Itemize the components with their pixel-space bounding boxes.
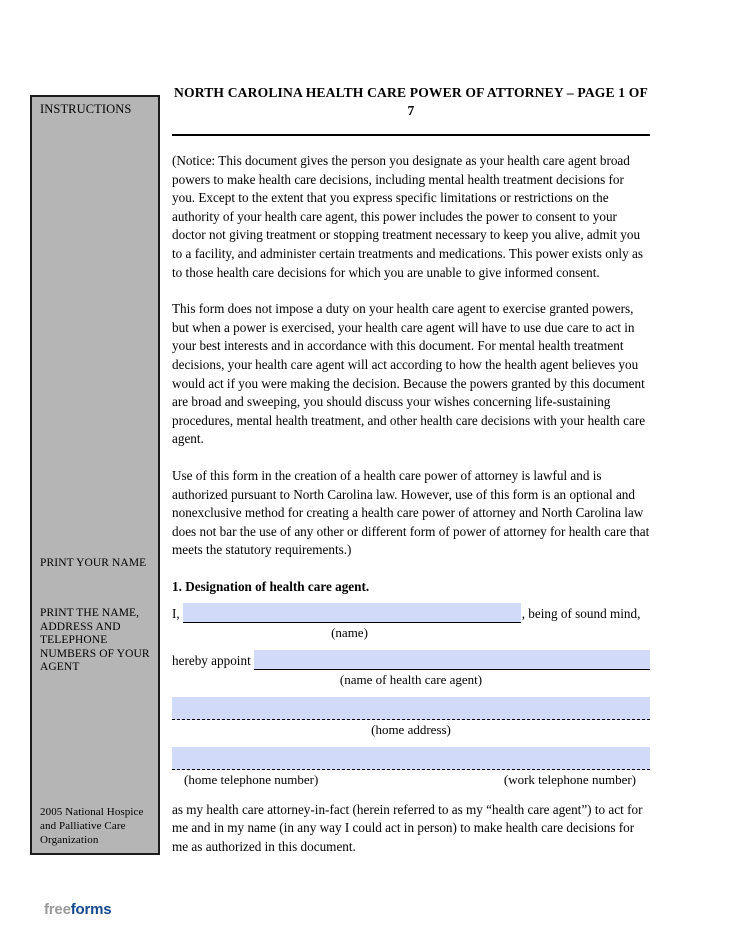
- caption-row-telephones: [172, 771, 650, 788]
- label-i: I,: [172, 605, 180, 621]
- label-being-of-sound-mind: , being of sound mind,: [521, 605, 641, 621]
- instructions-sidebar: [30, 95, 160, 855]
- paragraph-duty: This form does not impose a duty on your health care agent to exercise granted powers, but when a power is exercised, your health care agent will have to use due care to act in your best interests and in accordance with this document. For mental health treatment decisions, your health care agent will act according to how the health agent believes you would act if you were making the decision. Because the powers granted by this document are broad and sweeping, you should discuss your wishes concerning life-sustaining procedures, mental health treatment, and other health care decisions with your health care agent.: [172, 301, 646, 447]
- sidebar-attribution: 2005 National Hospice and Palliative Care Organization: [40, 806, 144, 846]
- input-telephone-numbers[interactable]: [172, 747, 650, 770]
- page-title: NORTH CAROLINA HEALTH CARE POWER OF ATTORNEY – PAGE 1 OF 7: [174, 85, 648, 118]
- input-name[interactable]: [183, 603, 521, 623]
- caption-home-telephone: (home telephone number): [184, 771, 319, 787]
- paragraph-closing: as my health care attorney-in-fact (herein referred to as my “health care agent”) to act for me and in my name (in any way I could act in person) to make health care decisions for me as authorized in this document.: [172, 801, 643, 855]
- field-row-telephones: [172, 747, 650, 770]
- logo-text-free: free: [44, 901, 71, 918]
- input-agent-name[interactable]: [254, 650, 650, 670]
- label-hereby-appoint: hereby appoint: [172, 652, 251, 668]
- paragraph-lawful: Use of this form in the creation of a health care power of attorney is lawful and is authorized pursuant to North Carolina law. However, use of this form is an optional and nonexclusive method for creating a health care power of attorney and North Carolina law does not bar the use of any other or different form of power of attorney for health care that meets the statutory requirements.): [172, 467, 650, 558]
- section-heading-designation: 1. Designation of health care agent.: [172, 578, 370, 594]
- caption-agent-name: (name of health care agent): [339, 671, 483, 687]
- sidebar-heading-instructions: INSTRUCTIONS: [40, 102, 132, 116]
- logo-text-forms: forms: [70, 901, 112, 918]
- sidebar-label-print-your-name: PRINT YOUR NAME: [40, 557, 147, 569]
- field-row-name: [172, 603, 650, 623]
- field-row-home-address: [172, 697, 650, 720]
- sidebar-label-agent-info: PRINT THE NAME, ADDRESS AND TELEPHONE NUMBERS OF YOUR AGENT: [40, 607, 150, 673]
- freeforms-logo[interactable]: [44, 901, 111, 918]
- caption-name: (name): [331, 624, 368, 640]
- caption-home-address: (home address): [371, 721, 451, 737]
- field-row-agent-name: [172, 650, 650, 670]
- document-body: [172, 84, 650, 875]
- title-divider: [172, 134, 650, 136]
- paragraph-notice: (Notice: This document gives the person you designate as your health care agent broad powers to make health care decisions, including mental health treatment decisions for you. Except to the extent that you express specific limitations or restrictions on the authority of your health care agent, this power includes the power to consent to your doctor not giving treatment or stopping treatment necessary to keep you alive, admit you to a facility, and administer certain treatments and medications. This power exists only as to those health care decisions for which you are unable to give informed consent.: [172, 153, 643, 280]
- input-home-address[interactable]: [172, 697, 650, 720]
- caption-work-telephone: (work telephone number): [503, 771, 636, 787]
